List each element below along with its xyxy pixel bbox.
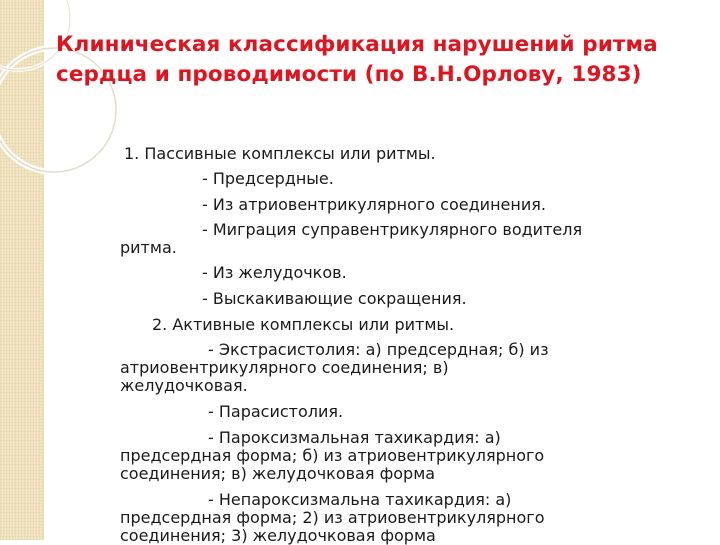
list-item: предсердная форма; 2) из атриовентрикулярного	[120, 508, 545, 527]
list-item: - Непароксизмальна тахикардия: а)	[208, 490, 512, 509]
list-item: - Из желудочков.	[202, 263, 347, 282]
list-item: предсердная форма; б) из атриовентрикулярного	[120, 446, 545, 465]
list-item: - Предсердные.	[202, 169, 334, 188]
slide-title: Клиническая классификация нарушений ритма сердца и проводимости (по В.Н.Орлову, 1983)	[56, 32, 658, 87]
list-item: 1. Пассивные комплексы или ритмы.	[124, 144, 436, 163]
list-item: атриовентрикулярного соединения; в)	[120, 358, 449, 377]
list-item: 2. Активные комплексы или ритмы.	[152, 315, 455, 334]
list-item: ритма.	[120, 238, 177, 257]
list-item: желудочковая.	[120, 376, 248, 395]
list-item: - Из атриовентрикулярного соединения.	[202, 195, 546, 214]
list-item: - Экстрасистолия: а) предсердная; б) из	[208, 340, 549, 359]
list-item: - Парасистолия.	[208, 402, 344, 421]
list-item: соединения; 3) желудочковая форма	[120, 526, 436, 545]
list-item: - Миграция суправентрикулярного водителя	[202, 220, 583, 239]
list-item: - Пароксизмальная тахикардия: а)	[208, 428, 501, 447]
list-item: - Выскакивающие сокращения.	[202, 289, 467, 308]
list-item: соединения; в) желудочковая форма	[120, 464, 436, 483]
